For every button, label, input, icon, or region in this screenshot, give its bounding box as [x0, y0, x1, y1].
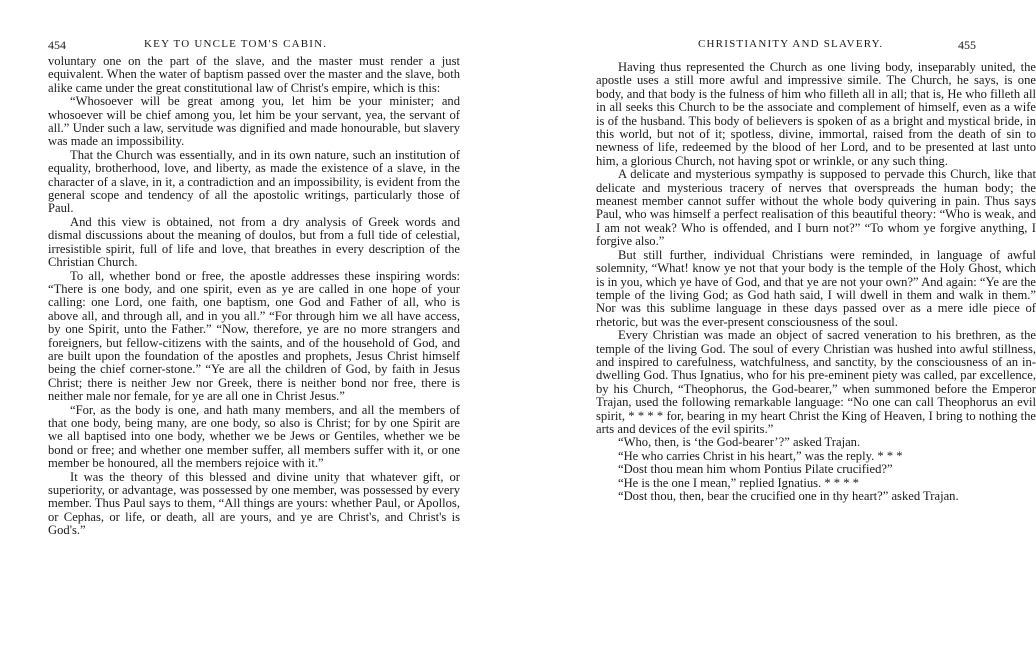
- paragraph: That the Church was essentially, and in its own nature, such an institution of equality, brotherhood, love, and liberty, as made the existence of a slave, in the character of a slave, in it, a contradiction and an impossibility, is evident from the general scope and tendency of all the apostolic writings, particularly those of Paul.: [48, 147, 460, 216]
- paragraph: “For, as the body is one, and hath many members, and all the members of that one body, being many, are one body, so also is Christ; for by one Spirit are we all baptised into one body, whether we be Jews or Gentiles, whether we be bond or free; and whether one member suffer, all members suffer with it, or one member be honoured, all the members rejoice with it.”: [48, 402, 460, 471]
- left-page-number: 454: [48, 38, 66, 52]
- right-body-text: [596, 61, 1036, 503]
- right-page: [520, 0, 1036, 667]
- left-body-text: [48, 55, 460, 538]
- dialogue-line: “Dost thou, then, bear the crucified one in thy heart?” asked Trajan.: [618, 489, 959, 503]
- right-page-number: 455: [958, 38, 976, 52]
- paragraph: And this view is obtained, not from a dry analysis of Greek words and dismal discussions about the meaning of doulos, but from a full tide of celestial, irresistible spirit, full of life and love, that breathes in every description of the Christian Church.: [48, 214, 460, 270]
- paragraph: A delicate and mysterious sympathy is supposed to pervade this Church, like that delicate and mysterious tracery of nerves that overspreads the human body; the meanest member cannot suffer without the whole body quivering in pain. Thus says Paul, who was himself a perfect realisation of this beautiful theory: “Who is weak, and I am not weak? Who is offended, and I burn not?” “To whom ye forgive anything, I forgive also.”: [596, 167, 1036, 249]
- paragraph: It was the theory of this blessed and divine unity that whatever gift, or superiority, or advantage, was possessed by one member, was possessed by every member. Thus Paul says to them, “All things are yours: whether Paul, or Apollos, or Cephas, or life, or death, all are yours, and ye are Christ's, and Christ's is God's.”: [48, 469, 460, 538]
- paragraph: Having thus represented the Church as one living body, inseparably united, the apostle uses a still more awful and impressive simile. The Church, he says, is one body, and that body is the fulness of him who filleth all in all; that is, He who filleth all in all seeks this Church to be the associate and complement of himself, even as a wife is of the husband. This body of believers is spoken of as a bright and mystical bride, in this world, but not of it; spotless, divine, immortal, raised from the death of sin to newness of life, redeemed by the blood of her Lord, and to be presented at last unto him, a glorious Church, not having spot or wrinkle, or any such thing.: [596, 60, 1036, 168]
- paragraph: Every Christian was made an object of sacred veneration to his brethren, as the temple of the living God. The soul of every Christian was hushed into awful stillness, and inspired to carefulness, watchfulness, and sanctity, by the consciousness of an in-dwelling God. Thus Ignatius, who for his pre-eminent piety was called, par excellence, by his Church, “Theophorus, the God-bearer,” when summoned before the Emperor Trajan, used the following remarkable language: “No one can call Theophorus an evil spirit, * * * * for, bearing in my heart Christ the King of Heaven, I bring to nothing the arts and devices of the evil spirits.”: [596, 328, 1036, 436]
- left-running-head: KEY TO UNCLE TOM'S CABIN.: [144, 38, 328, 50]
- paragraph: To all, whether bond or free, the apostle addresses these inspiring words: “There is one body, and one spirit, even as ye are called in one hope of your calling: one Lord, one faith, one baptism, one God and Father of all, who is above all, and through all, and in you all.” “For through him we all have access, by one Spirit, unto the Father.” “Now, therefore, ye are no more strangers and foreigners, but fellow-citizens with the saints, and of the household of God, and are built upon the foundation of the apostles and prophets, Jesus Christ himself being the chief corner-stone.” “Ye are all the children of God, by faith in Jesus Christ; there is neither Jew nor Greek, there is neither bond nor free, there is neither male nor female, for ye are all one in Christ Jesus.”: [48, 268, 460, 404]
- paragraph: voluntary one on the part of the slave, and the master must render a just equivalent. When the water of baptism passed over the master and the slave, both alike came under the great constitutional law of Christ's empire, which is this:: [48, 54, 460, 95]
- dialogue-line: “He is the one I mean,” replied Ignatius. * * * *: [618, 475, 859, 490]
- dialogue-line: “Dost thou mean him whom Pontius Pilate crucified?”: [618, 462, 893, 477]
- dialogue-line: “Who, then, is ‘the God-bearer’?” asked Trajan.: [618, 435, 861, 450]
- paragraph: “Whosoever will be great among you, let him be your minister; and whosoever will be chief among you, let him be your servant, yea, the servant of all.” Under such a law, servitude was dignified and made honourable, but slavery was made an impossibility.: [48, 94, 460, 149]
- dialogue-line: “He who carries Christ in his heart,” was the reply. * * *: [618, 448, 903, 463]
- right-running-head: CHRISTIANITY AND SLAVERY.: [698, 38, 884, 50]
- paragraph: But still further, individual Christians were reminded, in language of awful solemnity, “What! know ye not that your body is the temple of the Holy Ghost, which is in you, which ye have of God, and that ye are not your own?” And again: “Ye are the temple of the living God; as God hath said, I will dwell in them and walk in them.” Nor was this sublime language in these days passed over as a mere idle piece of rhetoric, but was the ever-present consciousness of the soul.: [596, 247, 1036, 329]
